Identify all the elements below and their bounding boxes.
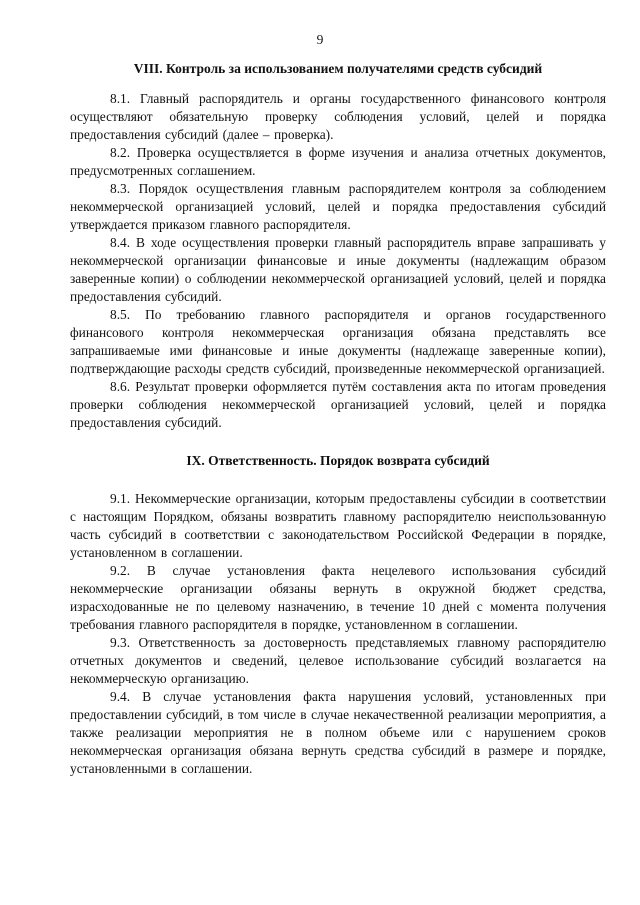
section-viii <box>70 60 606 432</box>
paragraph-9-2: 9.2. В случае установления факта нецелевого использования субсидий некоммерческие организации обязаны вернуть в окружной бюджет средства, израсходованные не по целевому назначению, в течение 10 дней с момента получения требования главного распорядителя в порядке, установленном в соглашении. <box>70 563 606 632</box>
paragraph-9-4: 9.4. В случае установления факта нарушения условий, установленных при предоставлении субсидий, в том числе в случае некачественной реализации мероприятия, а также реализации мероприятия не в полном объеме или с нарушением сроков некоммерческая организация обязана вернуть средства субсидий в размере и порядке, установленными в соглашении. <box>70 689 606 776</box>
paragraph-8-4: 8.4. В ходе осуществления проверки главный распорядитель вправе запрашивать у некоммерческой организации финансовые и иные документы (надлежащим образом заверенные копии) о соблюдении некоммерческой организацией условий, целей и порядка предоставления субсидий. <box>70 235 606 304</box>
paragraph-8-5: 8.5. По требованию главного распорядителя и органов государственного финансового контроля некоммерческая организация обязана представлять все запрашиваемые ими финансовые и иные документы (надлежаще заверенные копии), подтверждающие расходы средств субсидий, произведенные некоммерческой организацией. <box>70 307 606 376</box>
document-body <box>70 60 606 778</box>
section-ix <box>70 452 606 778</box>
paragraph-8-2: 8.2. Проверка осуществляется в форме изучения и анализа отчетных документов, предусмотренных соглашением. <box>70 145 606 178</box>
paragraph-8-6: 8.6. Результат проверки оформляется путём составления акта по итогам проведения проверки соблюдения некоммерческой организацией условий, целей и порядка предоставления субсидий. <box>70 379 606 430</box>
paragraph-8-1: 8.1. Главный распорядитель и органы государственного финансового контроля осуществляют обязательную проверку соблюдения условий, целей и порядка предоставления субсидий (далее – проверка). <box>70 91 606 142</box>
section-title: IX. Ответственность. Порядок возврата субсидий <box>186 453 490 468</box>
page-number: 9 <box>316 32 324 47</box>
paragraph-9-3: 9.3. Ответственность за достоверность представляемых главному распорядителю отчетных документов и сведений, целевое использование субсидий возлагается на некоммерческую организацию. <box>70 635 606 686</box>
section-title: VIII. Контроль за использованием получателями средств субсидий <box>133 61 543 76</box>
paragraph-9-1: 9.1. Некоммерческие организации, которым предоставлены субсидии в соответствии с настоящим Порядком, обязаны возвратить главному распорядителю неиспользованную часть субсидий в соответствии с законодательством Российской Федерации в порядке, установленном в соглашении. <box>70 491 606 560</box>
paragraph-8-3: 8.3. Порядок осуществления главным распорядителем контроля за соблюдением некоммерческой организацией условий, целей и порядка предоставления субсидий утверждается приказом главного распорядителя. <box>70 181 606 232</box>
